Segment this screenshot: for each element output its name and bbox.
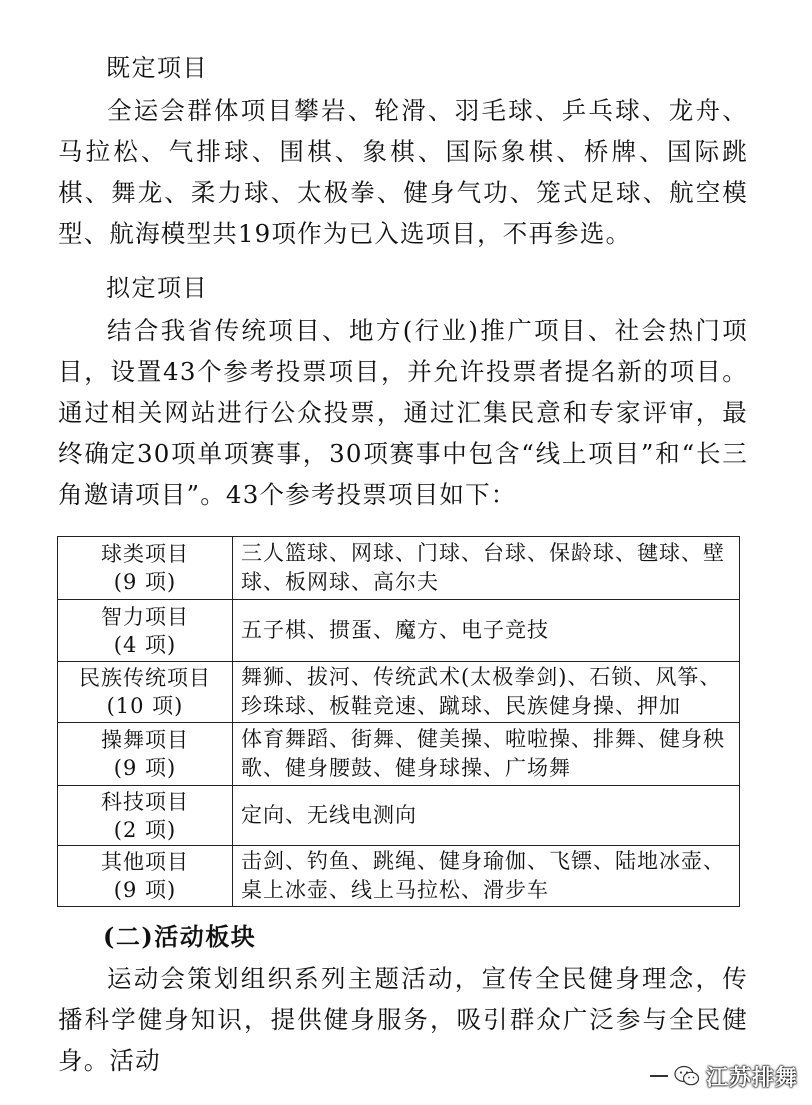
- table-cell-items: 定向、无线电测向: [233, 786, 740, 846]
- reference-projects-table: [57, 536, 740, 907]
- section-activity-title: (二)活动板块: [103, 922, 257, 951]
- table-cell-category: [58, 600, 233, 662]
- category-name: 其他项目: [101, 850, 189, 874]
- table-row: [58, 846, 740, 907]
- table-row: [58, 600, 740, 662]
- category-count: (2 项): [113, 817, 177, 842]
- table-cell-items: 舞狮、拔河、传统武术(太极拳剑)、石锁、风筝、珍珠球、板鞋竞速、蹴球、民族健身操、押加: [233, 662, 740, 723]
- watermark-text: 江苏排舞: [705, 1065, 798, 1091]
- section-planned-title: 拟定项目: [106, 274, 208, 302]
- category-name: 民族传统项目: [79, 666, 211, 690]
- table-cell-items: 击剑、钓鱼、跳绳、健身瑜伽、飞镖、陆地冰壶、桌上冰壶、线上马拉松、滑步车: [233, 846, 740, 907]
- section-existing-title: 既定项目: [106, 54, 208, 82]
- account-watermark: [650, 1056, 798, 1096]
- table-cell-category: [58, 662, 233, 723]
- section-planned-body: 结合我省传统项目、地方(行业)推广项目、社会热门项目，设置43个参考投票项目，并允许投票者提名新的项目。通过相关网站进行公众投票，通过汇集民意和专家评审，最终确定30项单项赛事，30项赛事中包含“线上项目”和“长三角邀请项目”。43个参考投票项目如下：: [58, 316, 748, 509]
- table-row: [58, 662, 740, 723]
- table-row: [58, 537, 740, 600]
- table-cell-category: [58, 846, 233, 907]
- watermark-dash: [650, 1075, 668, 1077]
- table-row: [58, 723, 740, 786]
- category-name: 智力项目: [101, 604, 189, 629]
- category-count: (9 项): [113, 878, 177, 902]
- category-name: 科技项目: [101, 789, 189, 814]
- table-cell-items: 五子棋、掼蛋、魔方、电子竞技: [233, 600, 740, 662]
- category-count: (4 项): [113, 632, 177, 657]
- table-row: [58, 786, 740, 846]
- wechat-icon: [674, 1065, 700, 1087]
- category-name: 球类项目: [101, 542, 189, 566]
- table-cell-category: [58, 723, 233, 786]
- table-cell-category: [58, 786, 233, 846]
- section-existing-body: 全运会群体项目攀岩、轮滑、羽毛球、乒乓球、龙舟、马拉松、气排球、围棋、象棋、国际象棋、桥牌、国际跳棋、舞龙、柔力球、太极拳、健身气功、笼式足球、航空模型、航海模型共19项作为已入选项目，不再参选。: [58, 96, 748, 248]
- table-cell-items: 三人篮球、网球、门球、台球、保龄球、毽球、壁球、板网球、高尔夫: [233, 537, 740, 600]
- category-count: (10 项): [106, 694, 184, 718]
- table-cell-category: [58, 537, 233, 600]
- section-activity-body: 运动会策划组织系列主题活动，宣传全民健身理念，传播科学健身知识，提供健身服务，吸引群众广泛参与全民健身。活动: [58, 964, 748, 1075]
- category-name: 操舞项目: [101, 728, 189, 752]
- table-cell-items: 体育舞蹈、街舞、健美操、啦啦操、排舞、健身秧歌、健身腰鼓、健身球操、广场舞: [233, 723, 740, 786]
- category-count: (9 项): [113, 570, 177, 594]
- category-count: (9 项): [113, 756, 177, 780]
